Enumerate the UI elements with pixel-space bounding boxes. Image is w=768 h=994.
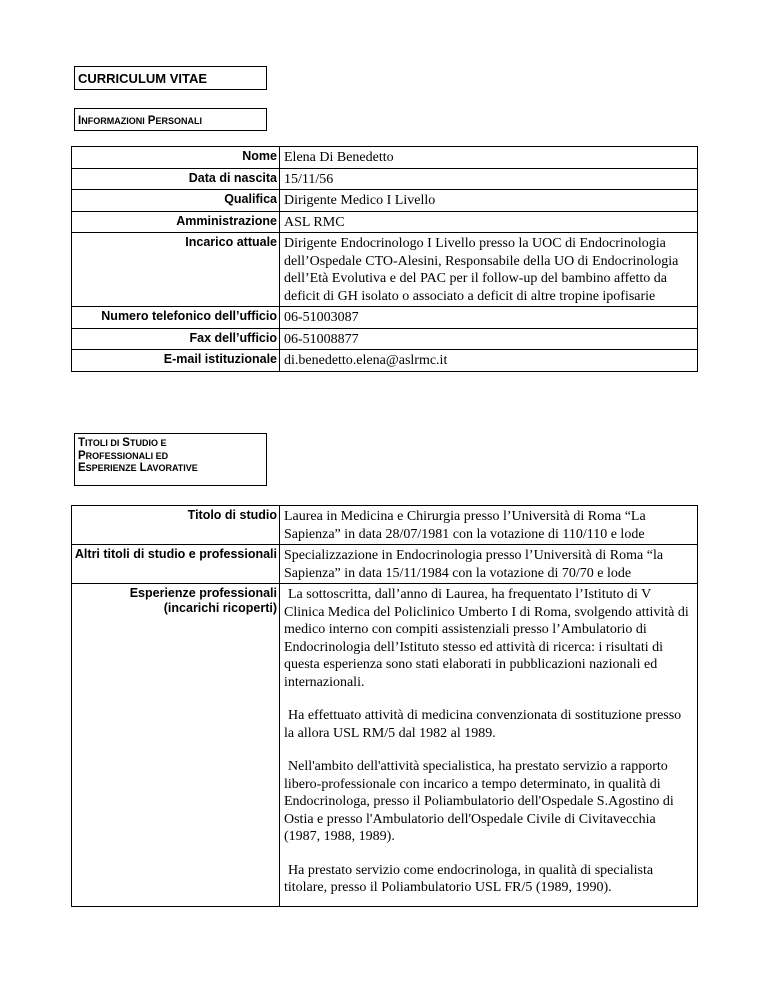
table-row	[72, 147, 698, 169]
email-value[interactable]: di.benedetto.elena@aslrmc.it	[280, 350, 698, 372]
experience-paragraph: Ha prestato servizio come endocrinologa, in qualità di specialista titolare, presso il Poliambulatorio USL FR/5 (1989, 1990).	[284, 862, 654, 895]
birthdate-label: Data di nascita	[72, 168, 280, 190]
birthdate-value: 15/11/56	[280, 168, 698, 190]
section-heading-studies: TITOLI DI STUDIO E PROFESSIONALI ED ESPERIENZE LAVORATIVE	[74, 433, 267, 486]
experience-paragraph: La sottoscritta, dall’anno di Laurea, ha frequentato l’Istituto di V Clinica Medica del Policlinico Umberto I di Roma, svolgendo attività di medico interno con compiti assistenziali presso l’Ambulatorio di Endocrinologia dell’Istituto stesso ed attività di ricerca: i risultati di questa esperienza sono stati elaborati in pubblicazioni nazionali ed internazionali.	[284, 587, 689, 690]
table-row	[72, 545, 698, 584]
table-row	[72, 307, 698, 329]
office-fax-value: 06-51008877	[280, 328, 698, 350]
table-row	[72, 190, 698, 212]
office-fax-label: Fax dell’ufficio	[72, 328, 280, 350]
experience-paragraph: Nell'ambito dell'attività specialistica, ha prestato servizio a rapporto libero-professionale con incarico a tempo determinato, in qualità di Endocrinologa, presso il Poliambulatorio dell'Ospedale S.Agostino di Ostia e presso l'Ambulatorio dell'Ospedale Civile di Civitavecchia (1987, 1988, 1989).	[284, 759, 674, 844]
administration-label: Amministrazione	[72, 211, 280, 233]
current-role-value: Dirigente Endocrinologo I Livello presso la UOC di Endocrinologia dell’Ospedale CTO-Alesini, Responsabile della UO di Endocrinologia dell’Età Evolutiva e del PAC per il follow-up del bambino affetto da deficit di GH isolato o associato a deficit di altre tropine ipofisarie	[280, 233, 698, 307]
administration-value: ASL RMC	[280, 211, 698, 233]
section-heading-personal: INFORMAZIONI PERSONALI	[74, 108, 267, 131]
current-role-label: Incarico attuale	[72, 233, 280, 307]
other-titles-label: Altri titoli di studio e professionali	[72, 545, 280, 584]
degree-value: Laurea in Medicina e Chirurgia presso l’Università di Roma “La Sapienza” in data 28/07/1981 con la votazione di 110/110 e lode	[280, 506, 698, 545]
degree-label: Titolo di studio	[72, 506, 280, 545]
table-row	[72, 506, 698, 545]
email-label: E-mail istituzionale	[72, 350, 280, 372]
name-value: Elena Di Benedetto	[280, 147, 698, 169]
experience-label: Esperienze professionali (incarichi ricoperti)	[72, 584, 280, 907]
table-row	[72, 584, 698, 907]
experience-value	[280, 584, 698, 907]
experience-paragraph: Ha effettuato attività di medicina convenzionata di sostituzione presso la allora USL RM/5 dal 1982 al 1989.	[284, 708, 682, 741]
office-phone-label: Numero telefonico dell’ufficio	[72, 307, 280, 329]
table-row	[72, 211, 698, 233]
qualification-value: Dirigente Medico I Livello	[280, 190, 698, 212]
table-row	[72, 233, 698, 307]
studies-table	[71, 505, 698, 907]
name-label: Nome	[72, 147, 280, 169]
office-phone-value: 06-51003087	[280, 307, 698, 329]
personal-info-table	[71, 146, 698, 372]
other-titles-value: Specializzazione in Endocrinologia presso l’Università di Roma “la Sapienza” in data 15/11/1984 con la votazione di 70/70 e lode	[280, 545, 698, 584]
table-row	[72, 168, 698, 190]
qualification-label: Qualifica	[72, 190, 280, 212]
cv-title: CURRICULUM VITAE	[74, 66, 267, 90]
table-row	[72, 328, 698, 350]
table-row	[72, 350, 698, 372]
